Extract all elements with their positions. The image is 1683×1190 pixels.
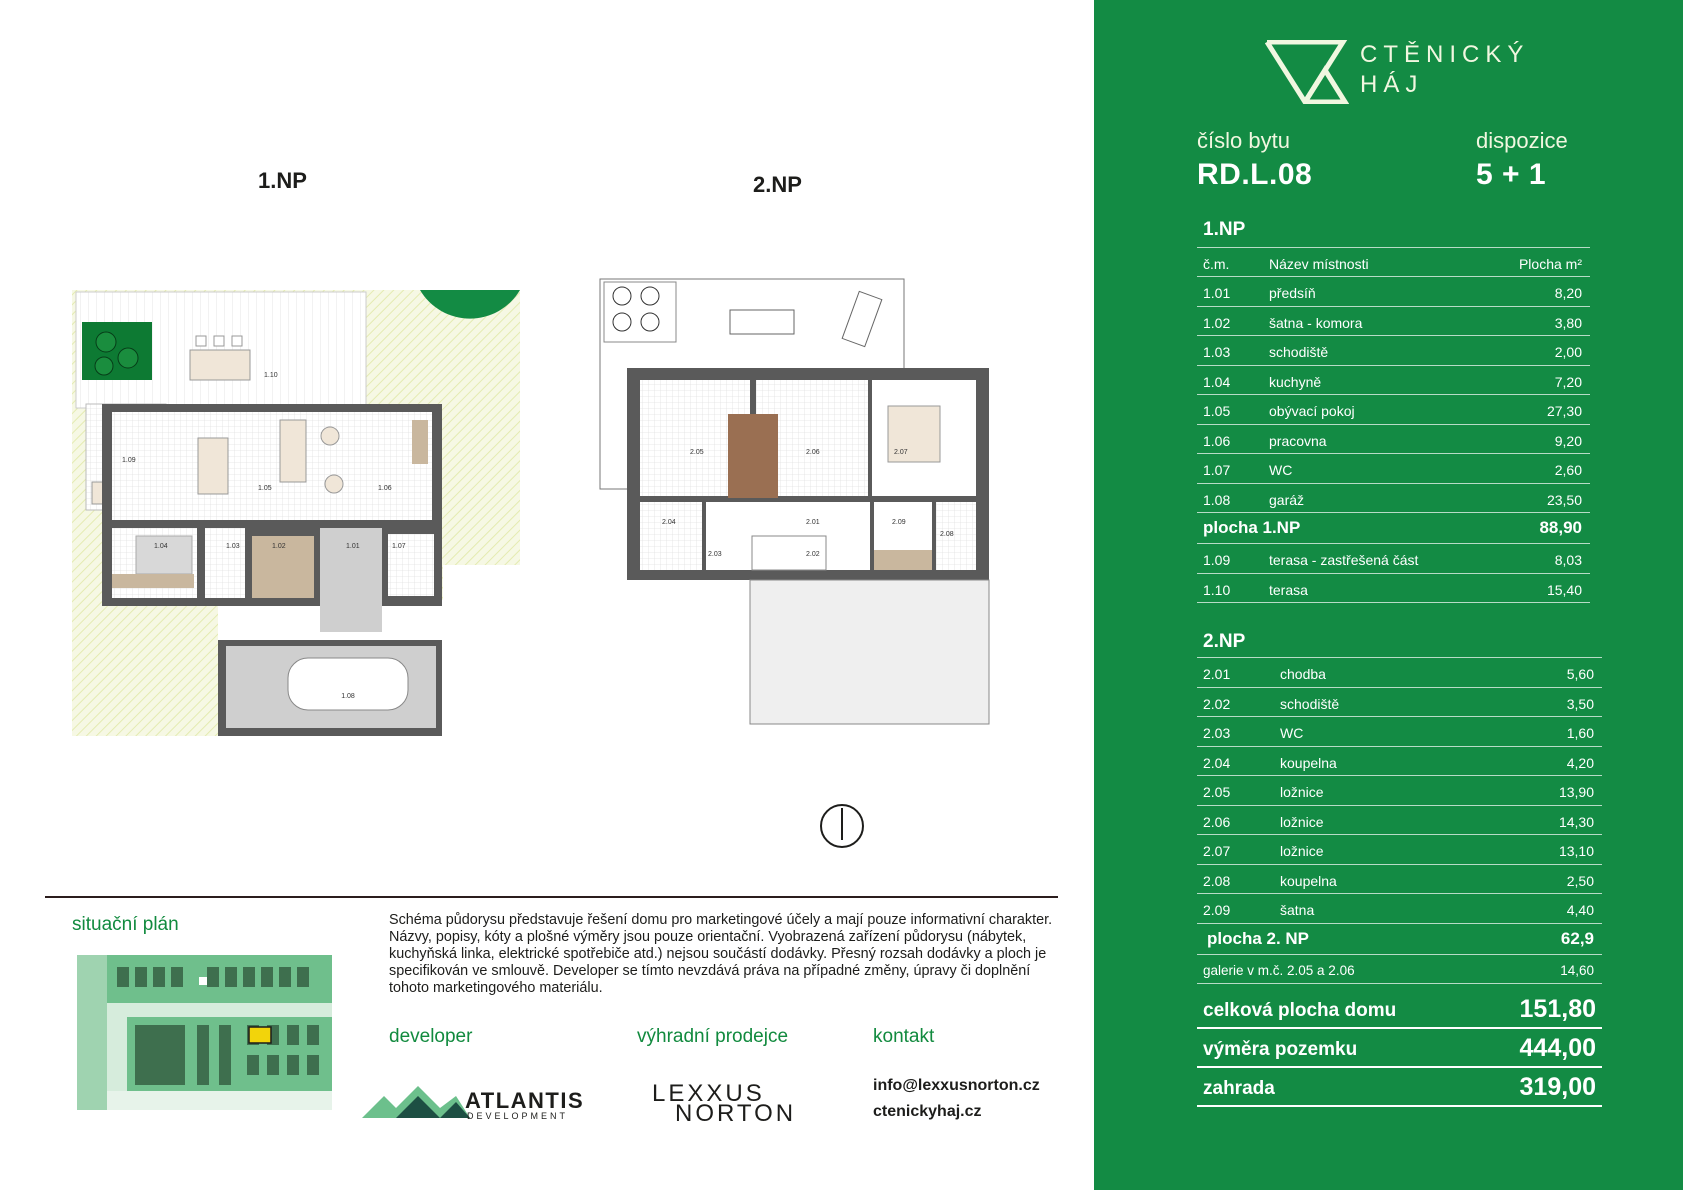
svg-text:1.05: 1.05 [258, 485, 272, 492]
brand-line1: CTĚNICKÝ [1360, 41, 1530, 68]
svg-text:2.06: 2.06 [806, 449, 820, 456]
table-1np [1197, 214, 1590, 606]
developer-subname: DEVELOPMENT [467, 1111, 569, 1121]
table-header [1197, 247, 1590, 277]
table-row: 2.01 chodba 5,60 [1197, 658, 1602, 688]
table-row: 2.02 schodiště 3,50 [1197, 688, 1602, 718]
table-row: 2.08 koupelna 2,50 [1197, 865, 1602, 895]
developer-name: ATLANTIS [465, 1088, 585, 1113]
table-gallery-row: galerie v m.č. 2.05 a 2.06 14,60 [1197, 955, 1602, 985]
contact-web[interactable]: ctenickyhaj.cz [873, 1103, 982, 1120]
contact-label: kontakt [873, 1026, 935, 1047]
developer-label: developer [389, 1026, 473, 1047]
table-row: 1.04 kuchyně 7,20 [1197, 366, 1590, 396]
brand-name [1360, 40, 1529, 100]
table-row: 1.03 schodiště 2,00 [1197, 336, 1590, 366]
layout-value: 5 + 1 [1476, 158, 1547, 191]
table-2np-sum: plocha 2. NP 62,9 [1197, 924, 1602, 955]
table-row: 2.06 ložnice 14,30 [1197, 806, 1602, 836]
total-row: výměra pozemku 444,00 [1197, 1029, 1602, 1068]
table-1np-title: 1.NP [1203, 219, 1246, 240]
floor-label-2np: 2.NP [753, 172, 802, 197]
svg-text:1.10: 1.10 [264, 372, 278, 379]
table-row: 1.07 WC 2,60 [1197, 454, 1590, 484]
svg-text:1.03: 1.03 [226, 543, 240, 550]
atlantis-logo-icon [362, 1086, 470, 1120]
site-plan-title: situační plán [72, 914, 179, 935]
svg-text:2.03: 2.03 [708, 551, 722, 558]
header-area: Plocha m² [1518, 256, 1582, 272]
unit-value: RD.L.08 [1197, 158, 1313, 191]
svg-text:2.05: 2.05 [690, 449, 704, 456]
ctenicky-haj-logo-icon [1265, 40, 1349, 104]
seller-name-line1: LEXXUS [652, 1080, 765, 1107]
table-row: 1.06 pracovna 9,20 [1197, 425, 1590, 455]
header-name: Název místnosti [1269, 256, 1369, 272]
svg-text:1.01: 1.01 [346, 543, 360, 550]
table-row: 2.03 WC 1,60 [1197, 717, 1602, 747]
brand-line2: HÁJ [1360, 71, 1424, 98]
table-row: 1.09 terasa - zastřešená část 8,03 [1197, 544, 1590, 574]
svg-text:2.04: 2.04 [662, 519, 676, 526]
seller-label: výhradní prodejce [637, 1026, 789, 1047]
plan-1np [72, 290, 520, 736]
table-row: 1.05 obývací pokoj 27,30 [1197, 395, 1590, 425]
table-row: 1.08 garáž 23,50 [1197, 484, 1590, 514]
layout-label: dispozice [1476, 128, 1568, 153]
table-row: 2.09 šatna 4,40 [1197, 894, 1602, 924]
table-row: 2.07 ložnice 13,10 [1197, 835, 1602, 865]
svg-text:2.08: 2.08 [940, 531, 954, 538]
bottom-divider [45, 896, 1058, 898]
total-row: celková plocha domu 151,80 [1197, 990, 1602, 1029]
site-plan-map [77, 955, 332, 1110]
svg-text:1.06: 1.06 [378, 485, 392, 492]
svg-text:2.07: 2.07 [894, 449, 908, 456]
contact-email[interactable]: info@lexxusnorton.cz [873, 1077, 1040, 1094]
north-arrow-icon [821, 805, 863, 847]
svg-text:2.09: 2.09 [892, 519, 906, 526]
svg-text:2.01: 2.01 [806, 519, 820, 526]
svg-text:1.02: 1.02 [272, 543, 286, 550]
seller-name-line2: NORTON [675, 1100, 797, 1127]
plan-2np [600, 279, 989, 724]
unit-label: číslo bytu [1197, 128, 1290, 153]
total-row: zahrada 319,00 [1197, 1068, 1602, 1107]
svg-text:1.07: 1.07 [392, 543, 406, 550]
svg-text:1.04: 1.04 [154, 543, 168, 550]
table-1np-sum: plocha 1.NP 88,90 [1197, 513, 1590, 544]
svg-text:1.09: 1.09 [122, 457, 136, 464]
table-row: 1.01 předsíň 8,20 [1197, 277, 1590, 307]
table-row: 2.04 koupelna 4,20 [1197, 747, 1602, 777]
disclaimer-text: Schéma půdorysu představuje řešení domu pro marketingové účely a mají pouze informativní charakter. Názvy, popisy, kóty a plošné výměry jsou pouze orientační. Vyobrazená zařízení půdorysu (nábytek, kuchyňská linka, elektrické spotřebiče atd.) nejsou součástí dodávky. Přesný rozsah dodávky a ploch je specifikován ve smlouvě. Developer se tímto nevzdává práva na případné změny, úpravy či doplnění tohoto marketingového materiálu. [389, 912, 1053, 996]
table-2np-title: 2.NP [1203, 631, 1246, 652]
table-row: 1.02 šatna - komora 3,80 [1197, 307, 1590, 337]
table-2np [1197, 628, 1602, 983]
svg-text:2.02: 2.02 [806, 551, 820, 558]
floor-label-1np: 1.NP [258, 168, 307, 193]
header-number: č.m. [1203, 256, 1230, 272]
table-row: 2.05 ložnice 13,90 [1197, 776, 1602, 806]
room-label-1-08: 1.08 [341, 693, 355, 700]
floor-plans-drawing [0, 0, 1094, 900]
table-row: 1.10 terasa 15,40 [1197, 574, 1590, 604]
